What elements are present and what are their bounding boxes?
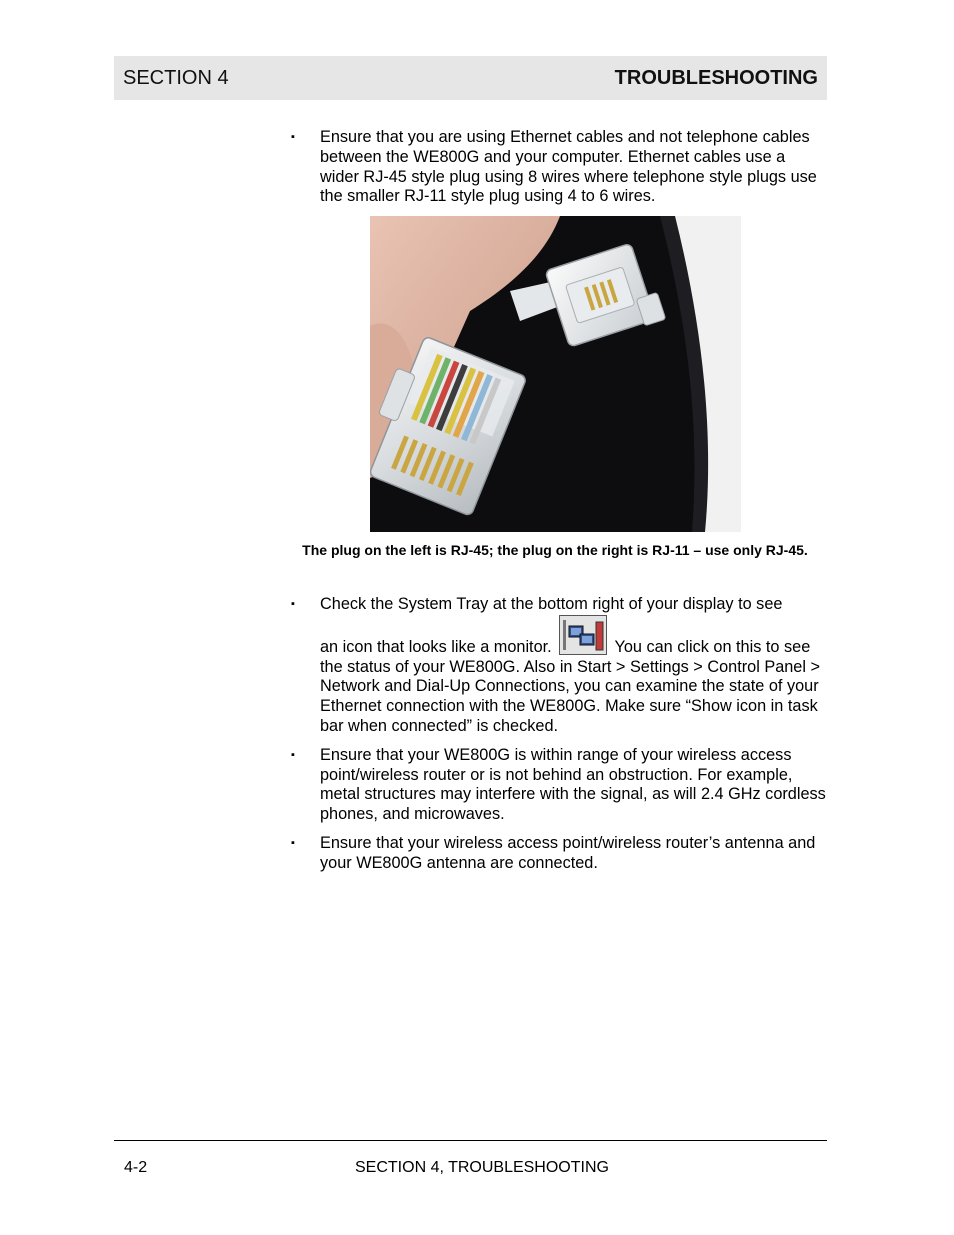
network-monitor-icon [559,615,607,655]
bullet-text-after-icon: You can click on this to see the status of your WE800G. Also in Start > Settings > Control Panel > Network and Dial-Up Connections, you can examine the state of your Ethernet connection with the WE800G. Make sure “Show icon in task bar when connected” is checked. [320,637,821,735]
photo-caption: The plug on the left is RJ-45; the plug on the right is RJ-11 – use only RJ-45. [302,542,808,558]
main-content-lower [291,595,827,874]
section-number: SECTION 4 [123,66,229,89]
bullet-mark: ▪ [291,748,295,761]
bullet-mark: ▪ [291,836,295,849]
bullet-text: Ensure that your wireless access point/wireless router’s antenna and your WE800G antenna are connected. [320,833,816,872]
section-header [114,56,827,100]
main-content [291,128,827,207]
bullet-mark: ▪ [291,131,295,143]
bullet-text [320,595,827,737]
bullet-system-tray [291,595,827,737]
footer-title: SECTION 4, TROUBLESHOOTING [355,1159,609,1176]
bullet-text: Ensure that your WE800G is within range of your wireless access point/wireless router or is not behind an obstruction. For example, metal structures may interfere with the signal, as will 2.4 GHz cordless phones, and microwaves. [320,745,826,824]
bullet-text: Ensure that you are using Ethernet cables and not telephone cables between the WE800G and your computer. Ethernet cables use a wider RJ-45 style plug using 8 wires where telephone style plugs use the smaller RJ-11 style plug using 4 to 6 wires. [320,128,817,206]
section-title: TROUBLESHOOTING [614,66,818,89]
bullet-text-line1: Check the System Tray at the bottom right of your display to see [320,595,783,613]
bullet-wireless-range [291,746,827,825]
rj45-rj11-photo [370,216,741,532]
bullet-ethernet-cables [291,128,827,207]
bullet-text-before-icon: an icon that looks like a monitor. [320,637,552,656]
bullet-mark: ▪ [291,598,295,610]
bullet-antenna [291,834,827,874]
page-number: 4-2 [124,1159,148,1176]
footer-divider [114,1140,827,1141]
